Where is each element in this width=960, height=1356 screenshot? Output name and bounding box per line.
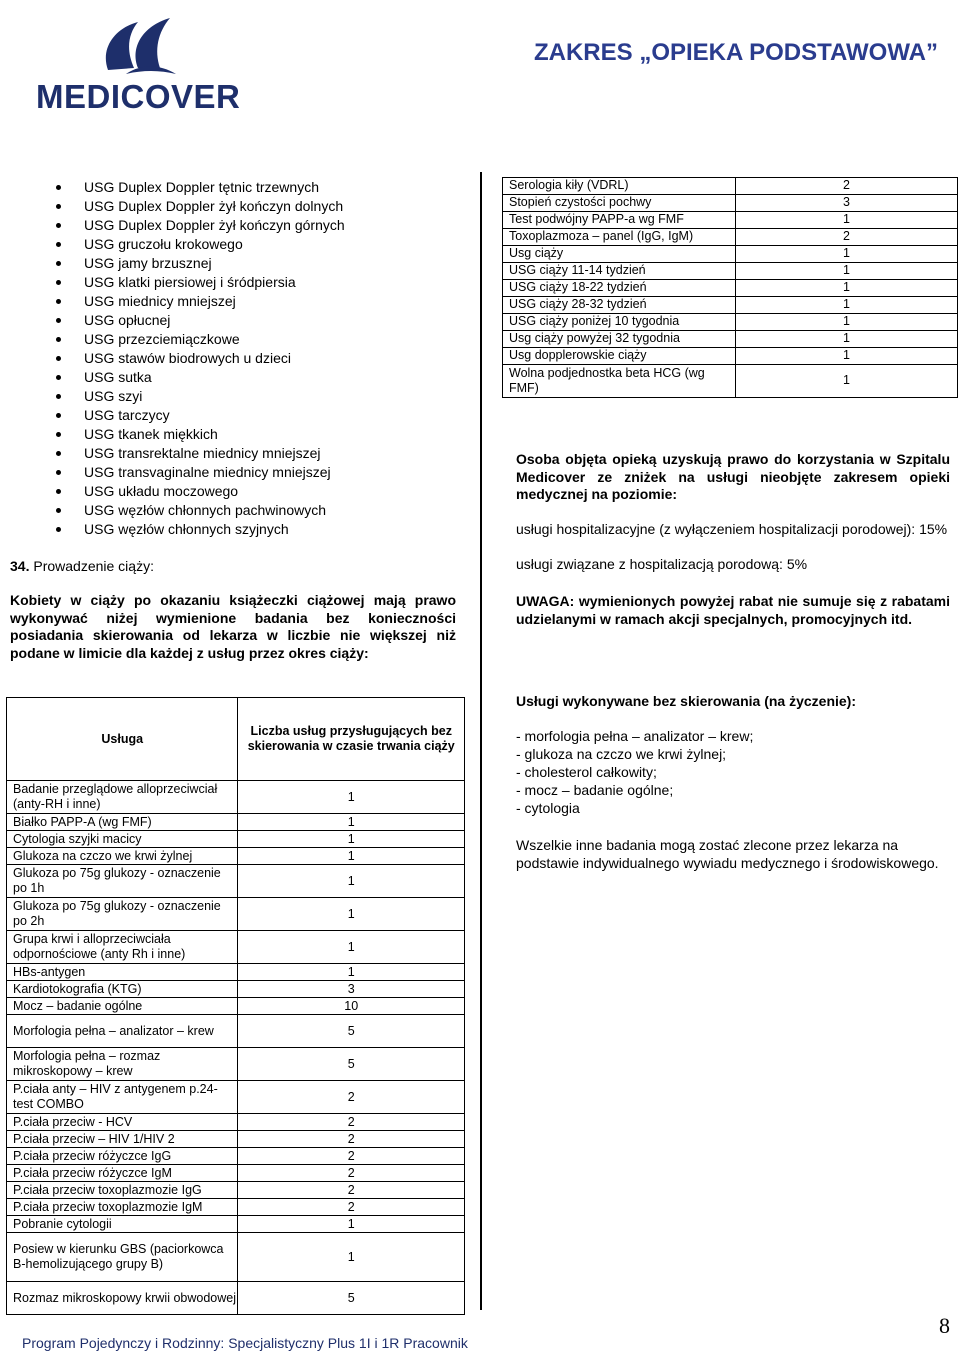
- table-row: [7, 1216, 465, 1233]
- table-row: [503, 280, 958, 297]
- table-row: [7, 1165, 465, 1182]
- service-name-cell: Morfologia pełna – analizator – krew: [7, 1015, 238, 1048]
- table-row: [503, 314, 958, 331]
- page-number: 8: [939, 1313, 950, 1338]
- service-name-cell: Usg ciąży: [503, 246, 736, 263]
- logo-wordmark: MEDICOVER: [36, 78, 241, 115]
- service-count-cell: 3: [238, 981, 465, 998]
- services-table-body: [7, 781, 465, 1315]
- discount-hospitalization: usługi hospitalizacyjne (z wyłączeniem hospitalizacji porodowej): 15%: [516, 521, 948, 537]
- service-name-cell: Mocz – badanie ogólne: [7, 998, 238, 1015]
- service-name-cell: USG ciąży 18-22 tydzień: [503, 280, 736, 297]
- service-count-cell: 2: [238, 1131, 465, 1148]
- list-item: - glukoza na czczo we krwi żylnej;: [516, 746, 727, 762]
- section-title: Prowadzenie ciąży:: [33, 558, 154, 574]
- table-row: [503, 365, 958, 398]
- service-count-cell: 5: [238, 1282, 465, 1315]
- list-item: USG przezciemiączkowe: [56, 330, 476, 349]
- table-row: [7, 865, 465, 898]
- table-row: [503, 212, 958, 229]
- section-heading: [10, 557, 154, 575]
- service-name-cell: Toxoplazmoza – panel (IgG, IgM): [503, 229, 736, 246]
- service-count-cell: 1: [238, 964, 465, 981]
- service-name-cell: Usg dopplerowskie ciąży: [503, 348, 736, 365]
- service-count-cell: 5: [238, 1048, 465, 1081]
- list-item: - morfologia pełna – analizator – krew;: [516, 728, 754, 744]
- service-count-cell: 3: [736, 195, 958, 212]
- service-name-cell: Test podwójny PAPP-a wg FMF: [503, 212, 736, 229]
- service-name-cell: Wolna podjednostka beta HCG (wg FMF): [503, 365, 736, 398]
- service-name-cell: Usg ciąży powyżej 32 tygodnia: [503, 331, 736, 348]
- list-item: USG Duplex Doppler żył kończyn dolnych: [56, 197, 476, 216]
- service-name-cell: Morfologia pełna – rozmaz mikroskopowy – krew: [7, 1048, 238, 1081]
- table-row: [503, 246, 958, 263]
- service-name-cell: USG ciąży poniżej 10 tygodnia: [503, 314, 736, 331]
- list-item: USG tarczycy: [56, 406, 476, 425]
- self-request-title: Usługi wykonywane bez skierowania (na życzenie):: [516, 693, 856, 709]
- service-count-cell: 2: [238, 1081, 465, 1114]
- table-row: [503, 195, 958, 212]
- service-count-cell: 2: [238, 1148, 465, 1165]
- service-name-cell: P.ciała przeciw toxoplazmozie IgM: [7, 1199, 238, 1216]
- self-request-list: [516, 728, 950, 818]
- list-item: USG miednicy mniejszej: [56, 292, 476, 311]
- service-count-cell: 1: [238, 814, 465, 831]
- service-name-cell: P.ciała przeciw różyczce IgM: [7, 1165, 238, 1182]
- table-row: [7, 981, 465, 998]
- service-name-cell: Stopień czystości pochwy: [503, 195, 736, 212]
- service-count-cell: 1: [736, 348, 958, 365]
- service-count-cell: 1: [736, 365, 958, 398]
- service-name-cell: Rozmaz mikroskopowy krwii obwodowej: [7, 1282, 238, 1315]
- table-row: [7, 1199, 465, 1216]
- table-row: [7, 814, 465, 831]
- table-row: [7, 831, 465, 848]
- service-name-cell: Białko PAPP-A (wg FMF): [7, 814, 238, 831]
- table-row: [503, 297, 958, 314]
- table-row: [7, 848, 465, 865]
- service-count-cell: 2: [736, 229, 958, 246]
- service-name-cell: USG ciąży 11-14 tydzień: [503, 263, 736, 280]
- list-item: USG węzłów chłonnych pachwinowych: [56, 501, 476, 520]
- list-item: USG szyi: [56, 387, 476, 406]
- service-name-cell: P.ciała anty – HIV z antygenem p.24-test COMBO: [7, 1081, 238, 1114]
- table-row: [7, 1015, 465, 1048]
- service-count-cell: 1: [736, 263, 958, 280]
- service-count-cell: 1: [238, 1216, 465, 1233]
- service-count-cell: 1: [238, 1233, 465, 1282]
- service-count-cell: 1: [736, 314, 958, 331]
- service-name-cell: Badanie przeglądowe alloprzeciwciał (anty-RH i inne): [7, 781, 238, 814]
- table-row: [503, 331, 958, 348]
- table-row: [7, 1182, 465, 1199]
- table-row: [7, 781, 465, 814]
- service-count-cell: 1: [736, 212, 958, 229]
- service-count-cell: 1: [736, 280, 958, 297]
- list-item: USG węzłów chłonnych szyjnych: [56, 520, 476, 539]
- service-name-cell: Pobranie cytologii: [7, 1216, 238, 1233]
- service-count-cell: 2: [736, 178, 958, 195]
- list-item: USG opłucnej: [56, 311, 476, 330]
- service-count-cell: 5: [238, 1015, 465, 1048]
- service-count-cell: 2: [238, 1114, 465, 1131]
- list-item: USG Duplex Doppler tętnic trzewnych: [56, 178, 476, 197]
- list-item: - mocz – badanie ogólne;: [516, 782, 674, 798]
- notice-uwaga: UWAGA: wymienionych powyżej rabat nie sumuje się z rabatami udzielanymi w ramach akcji specjalnych, promocyjnych itd.: [516, 593, 950, 627]
- discount-intro: Osoba objęta opieką uzyskują prawo do korzystania w Szpitalu Medicover ze zniżek na usługi nieobjęte zakresem opieki medycznej na poziomie:: [516, 451, 950, 502]
- table-row: [7, 1131, 465, 1148]
- table-row: [503, 348, 958, 365]
- table-row: [7, 1114, 465, 1131]
- service-count-cell: 1: [238, 898, 465, 931]
- pregnancy-services-table: [6, 697, 465, 1315]
- page-title: ZAKRES „OPIEKA PODSTAWOWA”: [533, 39, 938, 66]
- list-item: USG transvaginalne miednicy mniejszej: [56, 463, 476, 482]
- table-header-row: [7, 698, 465, 781]
- service-count-cell: 10: [238, 998, 465, 1015]
- service-count-cell: 1: [238, 781, 465, 814]
- table-row: [7, 1081, 465, 1114]
- service-name-cell: USG ciąży 28-32 tydzień: [503, 297, 736, 314]
- service-name-cell: Glukoza po 75g glukozy - oznaczenie po 1h: [7, 865, 238, 898]
- table-row: [503, 229, 958, 246]
- table-row: [503, 263, 958, 280]
- section-number: 34.: [10, 558, 30, 574]
- table-row: [7, 931, 465, 964]
- list-item: USG transrektalne miednicy mniejszej: [56, 444, 476, 463]
- column-divider: [480, 172, 482, 1310]
- service-name-cell: P.ciała przeciw - HCV: [7, 1114, 238, 1131]
- service-name-cell: Glukoza po 75g glukozy - oznaczenie po 2h: [7, 898, 238, 931]
- table-row: [7, 998, 465, 1015]
- service-name-cell: Kardiotokografia (KTG): [7, 981, 238, 998]
- usg-list: [56, 178, 476, 539]
- list-item: USG jamy brzusznej: [56, 254, 476, 273]
- list-item: - cytologia: [516, 800, 580, 816]
- section-intro: Kobiety w ciąży po okazaniu książeczki ciążowej mają prawo wykonywać niżej wymienione badania bez konieczności posiadania skierowania od lekarza w liczbie nie większej niż podane w limicie dla każdej z usług przez okres ciąży:: [10, 592, 456, 661]
- list-item: USG klatki piersiowej i śródpiersia: [56, 273, 476, 292]
- table-row: [7, 1233, 465, 1282]
- service-name-cell: Cytologia szyjki macicy: [7, 831, 238, 848]
- column-header-service: Usługa: [7, 698, 238, 781]
- service-count-cell: 2: [238, 1165, 465, 1182]
- service-count-cell: 1: [736, 297, 958, 314]
- serology-table: [502, 177, 958, 398]
- service-count-cell: 1: [238, 865, 465, 898]
- service-name-cell: Glukoza na czczo we krwi żylnej: [7, 848, 238, 865]
- list-item: USG gruczołu krokowego: [56, 235, 476, 254]
- service-name-cell: P.ciała przeciw toxoplazmozie IgG: [7, 1182, 238, 1199]
- table-row: [7, 964, 465, 981]
- table-row: [7, 1048, 465, 1081]
- service-name-cell: Serologia kiły (VDRL): [503, 178, 736, 195]
- service-name-cell: HBs-antygen: [7, 964, 238, 981]
- discount-childbirth: usługi związane z hospitalizacją porodową: 5%: [516, 556, 808, 572]
- service-name-cell: Grupa krwi i alloprzeciwciała odpornościowe (anty Rh i inne): [7, 931, 238, 964]
- table-row: [7, 1148, 465, 1165]
- table-row: [7, 1282, 465, 1315]
- service-count-cell: 1: [238, 848, 465, 865]
- list-item: USG sutka: [56, 368, 476, 387]
- list-item: USG tkanek miękkich: [56, 425, 476, 444]
- list-item: - cholesterol całkowity;: [516, 764, 657, 780]
- service-name-cell: P.ciała przeciw – HIV 1/HIV 2: [7, 1131, 238, 1148]
- service-count-cell: 1: [736, 246, 958, 263]
- closing-note: Wszelkie inne badania mogą zostać zlecone przez lekarza na podstawie indywidualnego wywiadu medycznego i środowiskowego.: [516, 837, 939, 871]
- service-name-cell: P.ciała przeciw różyczce IgG: [7, 1148, 238, 1165]
- footer-program: Program Pojedynczy i Rodzinny: Specjalistyczny Plus 1I i 1R Pracownik: [22, 1335, 468, 1351]
- list-item: USG Duplex Doppler żył kończyn górnych: [56, 216, 476, 235]
- table-row: [7, 898, 465, 931]
- serology-table-body: [503, 178, 958, 398]
- table-row: [503, 178, 958, 195]
- service-count-cell: 1: [238, 831, 465, 848]
- list-item: USG stawów biodrowych u dzieci: [56, 349, 476, 368]
- service-count-cell: 1: [238, 931, 465, 964]
- list-item: USG układu moczowego: [56, 482, 476, 501]
- service-count-cell: 2: [238, 1182, 465, 1199]
- column-header-count: Liczba usług przysługujących bez skierowania w czasie trwania ciąży: [238, 698, 465, 781]
- service-count-cell: 1: [736, 331, 958, 348]
- service-name-cell: Posiew w kierunku GBS (paciorkowca B-hemolizującego grupy B): [7, 1233, 238, 1282]
- service-count-cell: 2: [238, 1199, 465, 1216]
